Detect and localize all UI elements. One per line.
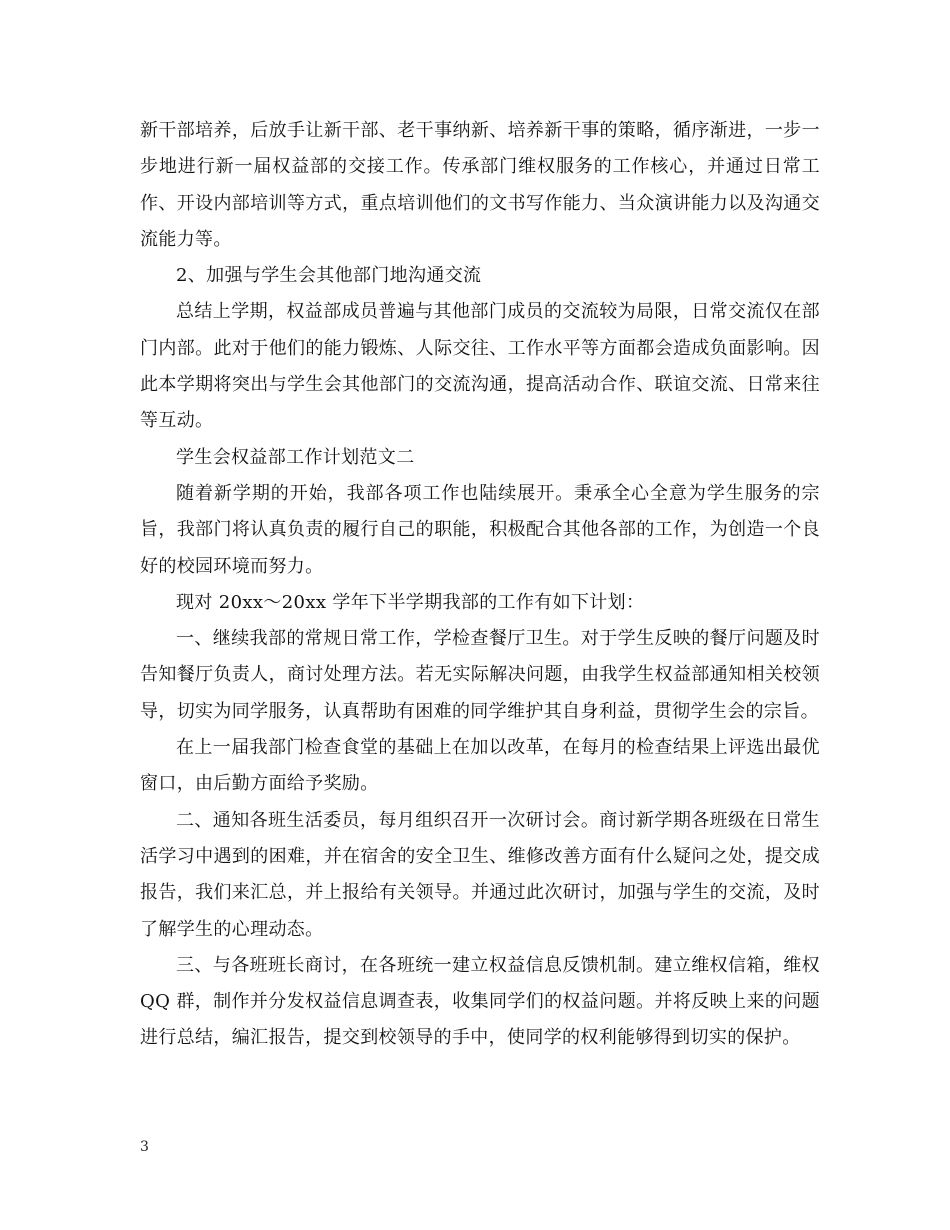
paragraph: 随着新学期的开始，我部各项工作也陆续展开。秉承全心全意为学生服务的宗旨，我部门将认真负责的履行自己的职能，积极配合其他各部的工作，为创造一个良好的校园环境而努力。 (140, 482, 820, 577)
paragraph: 二、通知各班生活委员，每月组织召开一次研讨会。商讨新学期各班级在日常生活学习中遇到的困难，并在宿舍的安全卫生、维修改善方面有什么疑问之处，提交成报告，我们来汇总，并上报给有关领导。并通过此次研讨，加强与学生的交流，及时了解学生的心理动态。 (140, 809, 820, 940)
paragraph: 一、继续我部的常规日常工作，学检查餐厅卫生。对于学生反映的餐厅问题及时告知餐厅负责人，商讨处理方法。若无实际解决问题，由我学生权益部通知相关校领导，切实为同学服务，认真帮助有困难的同学维护其自身利益，贯彻学生会的宗旨。 (140, 628, 820, 722)
paragraph: 总结上学期，权益部成员普遍与其他部门成员的交流较为局限，日常交流仅在部门内部。此对于他们的能力锻炼、人际交往、工作水平等方面都会造成负面影响。因此本学期将突出与学生会其他部门的交流沟通，提高活动合作、联谊交流、日常来往等互动。 (140, 301, 820, 432)
paragraph: 在上一届我部门检查食堂的基础上在加以改革，在每月的检查结果上评选出最优窗口，由后勤方面给予奖励。 (140, 737, 820, 795)
paragraph-title: 学生会权益部工作计划范文二 (176, 446, 415, 468)
page-number: 3 (140, 1139, 149, 1155)
document-body (140, 113, 827, 1057)
paragraph-continuation: 新干部培养，后放手让新干部、老干事纳新、培养新干事的策略，循序渐进，一步一步地进行新一届权益部的交接工作。传承部门维权服务的工作核心，并通过日常工作、开设内部培训等方式，重点培训他们的文书写作能力、当众演讲能力以及沟通交流能力等。 (140, 120, 820, 250)
paragraph: 现对 20xx～20xx 学年下半学期我部的工作有如下计划： (176, 591, 645, 613)
paragraph-section-heading: 2、加强与学生会其他部门地沟通交流 (176, 265, 482, 287)
paragraph: 三、与各班班长商讨，在各班统一建立权益信息反馈机制。建立维权信箱，维权 QQ 群，制作并分发权益信息调查表，收集同学们的权益问题。并将反映上来的问题进行总结，编汇报告，提交到校领导的手中，使同学的权利能够得到切实的保护。 (140, 954, 827, 1049)
